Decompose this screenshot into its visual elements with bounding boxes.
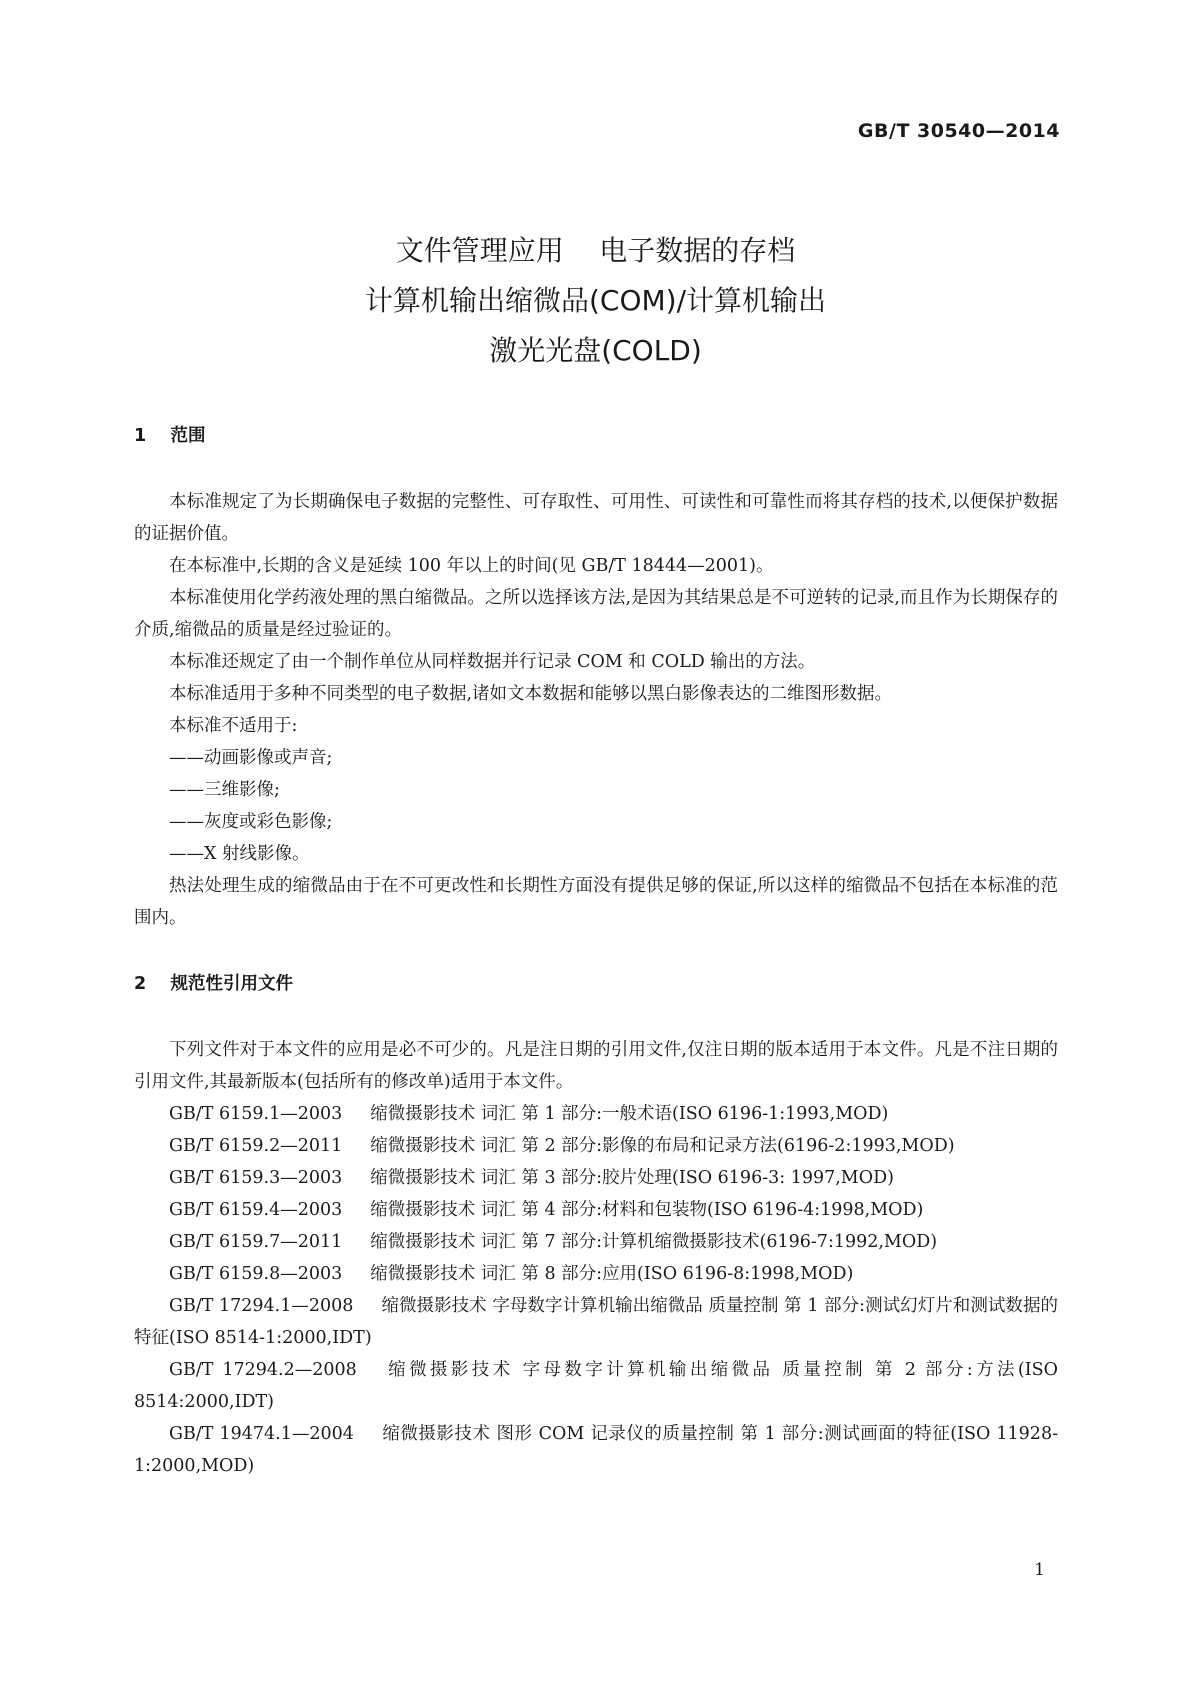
reference-code: GB/T 17294.1—2008 xyxy=(169,1296,354,1316)
reference-title: 缩微摄影技术 字母数字计算机输出缩微品 质量控制 第 2 部分:方法(ISO 8514:2000,IDT) xyxy=(134,1360,1058,1412)
reference-item xyxy=(134,1162,1058,1194)
reference-code: GB/T 6159.3—2003 xyxy=(169,1168,343,1188)
section-1-heading: 1 范围 xyxy=(134,426,206,446)
reference-code: GB/T 6159.8—2003 xyxy=(169,1264,343,1284)
page-number: 1 xyxy=(1034,1560,1045,1580)
exclusion-item: ——动画影像或声音; xyxy=(169,748,333,768)
title-line-1: 文件管理应用 电子数据的存档 xyxy=(395,234,796,267)
scope-paragraph-4: 本标准还规定了由一个制作单位从同样数据并行记录 COM 和 COLD 输出的方法。 xyxy=(169,652,816,672)
exclusion-item: ——三维影像; xyxy=(169,780,280,800)
reference-title: 缩微摄影技术 字母数字计算机输出缩微品 质量控制 第 1 部分:测试幻灯片和测试数据的特征(ISO 8514-1:2000,IDT) xyxy=(134,1296,1059,1348)
references-intro: 下列文件对于本文件的应用是必不可少的。凡是注日期的引用文件,仅注日期的版本适用于本文件。凡是不注日期的引用文件,其最新版本(包括所有的修改单)适用于本文件。 xyxy=(134,1040,1058,1092)
section-2-heading: 2 规范性引用文件 xyxy=(134,974,294,994)
reference-item xyxy=(134,1418,1058,1482)
reference-code: GB/T 6159.2—2011 xyxy=(169,1136,343,1156)
exclusion-item: ——灰度或彩色影像; xyxy=(169,812,333,832)
reference-title: 缩微摄影技术 词汇 第 4 部分:材料和包装物(ISO 6196-4:1998,MOD) xyxy=(370,1200,924,1220)
reference-item xyxy=(134,1290,1058,1354)
reference-item xyxy=(134,1194,1058,1226)
reference-code: GB/T 6159.4—2003 xyxy=(169,1200,343,1220)
reference-code: GB/T 6159.7—2011 xyxy=(169,1232,343,1252)
reference-item xyxy=(134,1354,1058,1418)
reference-code: GB/T 19474.1—2004 xyxy=(169,1424,354,1444)
title-line-3: 激光光盘(COLD) xyxy=(489,334,702,367)
reference-item xyxy=(134,1226,1058,1258)
document-title xyxy=(0,226,1191,376)
reference-code: GB/T 17294.2—2008 xyxy=(169,1360,357,1380)
scope-paragraph-3: 本标准使用化学药液处理的黑白缩微品。之所以选择该方法,是因为其结果总是不可逆转的记录,而且作为长期保存的介质,缩微品的质量是经过验证的。 xyxy=(134,588,1058,640)
scope-paragraph-5: 本标准适用于多种不同类型的电子数据,诸如文本数据和能够以黑白影像表达的二维图形数据。 xyxy=(169,684,893,704)
reference-title: 缩微摄影技术 图形 COM 记录仪的质量控制 第 1 部分:测试画面的特征(ISO 11928-1:2000,MOD) xyxy=(134,1424,1058,1476)
reference-title: 缩微摄影技术 词汇 第 1 部分:一般术语(ISO 6196-1:1993,MOD) xyxy=(370,1104,889,1124)
reference-item xyxy=(134,1098,1058,1130)
reference-title: 缩微摄影技术 词汇 第 2 部分:影像的布局和记录方法(6196-2:1993,MOD) xyxy=(370,1136,955,1156)
reference-code: GB/T 6159.1—2003 xyxy=(169,1104,343,1124)
scope-paragraph-2: 在本标准中,长期的含义是延续 100 年以上的时间(见 GB/T 18444—2001)。 xyxy=(169,556,774,576)
scope-closing-paragraph: 热法处理生成的缩微品由于在不可更改性和长期性方面没有提供足够的保证,所以这样的缩微品不包括在本标准的范围内。 xyxy=(134,876,1058,928)
reference-title: 缩微摄影技术 词汇 第 8 部分:应用(ISO 6196-8:1998,MOD) xyxy=(370,1264,854,1284)
reference-item xyxy=(134,1130,1058,1162)
scope-paragraph-1: 本标准规定了为长期确保电子数据的完整性、可存取性、可用性、可读性和可靠性而将其存档的技术,以便保护数据的证据价值。 xyxy=(134,492,1058,544)
standard-number: GB/T 30540—2014 xyxy=(857,120,1060,142)
scope-paragraph-6: 本标准不适用于: xyxy=(169,716,298,736)
document-body xyxy=(134,420,1058,1482)
title-line-2: 计算机输出缩微品(COM)/计算机输出 xyxy=(364,284,827,317)
exclusion-item: ——X 射线影像。 xyxy=(169,844,310,864)
reference-item xyxy=(134,1258,1058,1290)
reference-title: 缩微摄影技术 词汇 第 3 部分:胶片处理(ISO 6196-3: 1997,MOD) xyxy=(370,1168,894,1188)
reference-title: 缩微摄影技术 词汇 第 7 部分:计算机缩微摄影技术(6196-7:1992,MOD) xyxy=(370,1232,938,1252)
